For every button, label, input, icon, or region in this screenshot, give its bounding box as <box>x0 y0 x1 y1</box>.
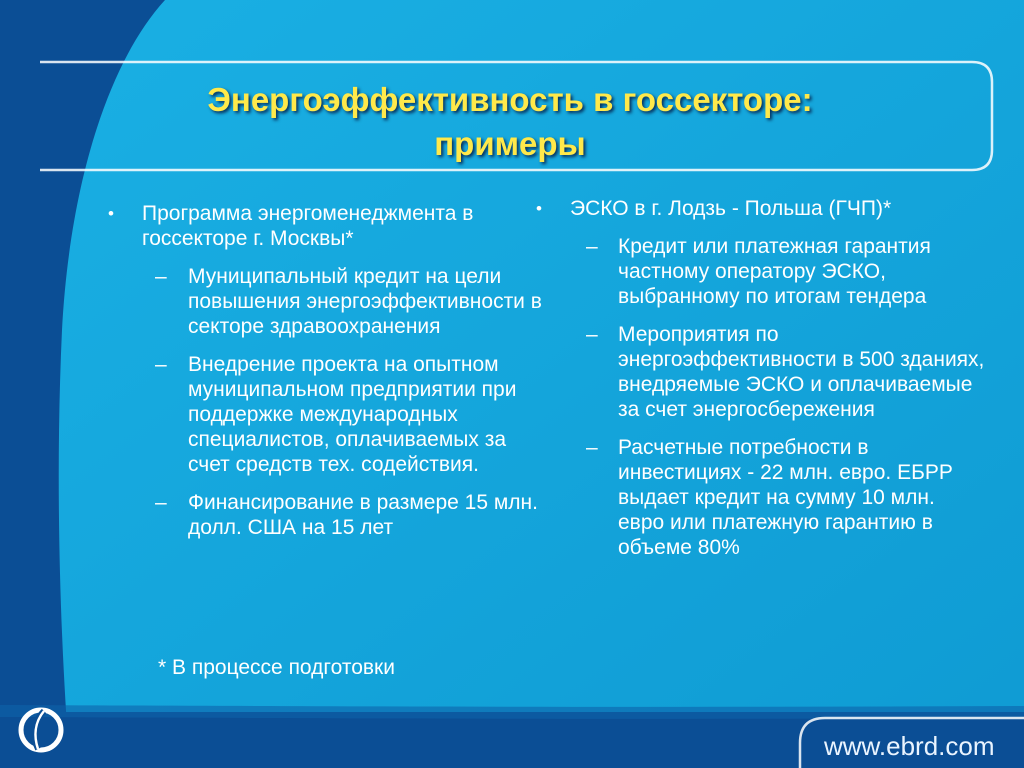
dash-icon: – <box>155 265 167 288</box>
right-subitem <box>536 435 986 560</box>
left-subitem <box>108 352 548 477</box>
bullet-icon: • <box>536 199 542 218</box>
left-bullet <box>108 201 548 251</box>
left-subitem-text: Муниципальный кредит на цели повышения энергоэффективности в секторе здравоохранения <box>188 265 542 338</box>
dash-icon: – <box>586 235 598 258</box>
right-subitem <box>536 322 986 422</box>
right-subitem-text: Кредит или платежная гарантия частному оператору ЭСКО, выбранному по итогам тендера <box>618 235 931 308</box>
left-column <box>108 201 548 540</box>
title-line-2: примеры <box>434 125 586 162</box>
bullet-icon: • <box>108 204 114 223</box>
title-line-1: Энергоэффективность в госсекторе: <box>207 81 813 118</box>
right-subitem-text: Мероприятия по энергоэффективности в 500 зданиях, внедряемые ЭСКО и оплачиваемые за счет энергосбережения <box>618 323 985 421</box>
right-column <box>536 196 986 560</box>
left-subitem-text: Финансирование в размере 15 млн. долл. США на 15 лет <box>188 491 538 539</box>
dash-icon: – <box>586 436 598 459</box>
dash-icon: – <box>586 323 598 346</box>
dash-icon: – <box>155 353 167 376</box>
slide-title <box>150 78 870 166</box>
right-subitem-text: Расчетные потребности в инвестициях - 22 млн. евро. ЕБРР выдает кредит на сумму 10 млн. евро или платежную гарантию в объеме 80% <box>618 436 953 559</box>
website-url[interactable]: www.ebrd.com <box>824 731 995 761</box>
right-subitem <box>536 234 986 309</box>
left-bullet-text: Программа энергоменеджмента в госсекторе г. Москвы* <box>142 202 474 250</box>
right-bullet <box>536 196 986 221</box>
ebrd-logo-icon <box>16 705 66 755</box>
left-subitem <box>108 490 548 540</box>
left-subitem-text: Внедрение проекта на опытном муниципальном предприятии при поддержке международных специалистов, оплачиваемых за счет средств тех. содействия. <box>188 353 517 476</box>
footnote: * В процессе подготовки <box>158 656 395 679</box>
left-subitem <box>108 264 548 339</box>
dash-icon: – <box>155 491 167 514</box>
right-bullet-text: ЭСКО в г. Лодзь - Польша (ГЧП)* <box>570 197 892 220</box>
